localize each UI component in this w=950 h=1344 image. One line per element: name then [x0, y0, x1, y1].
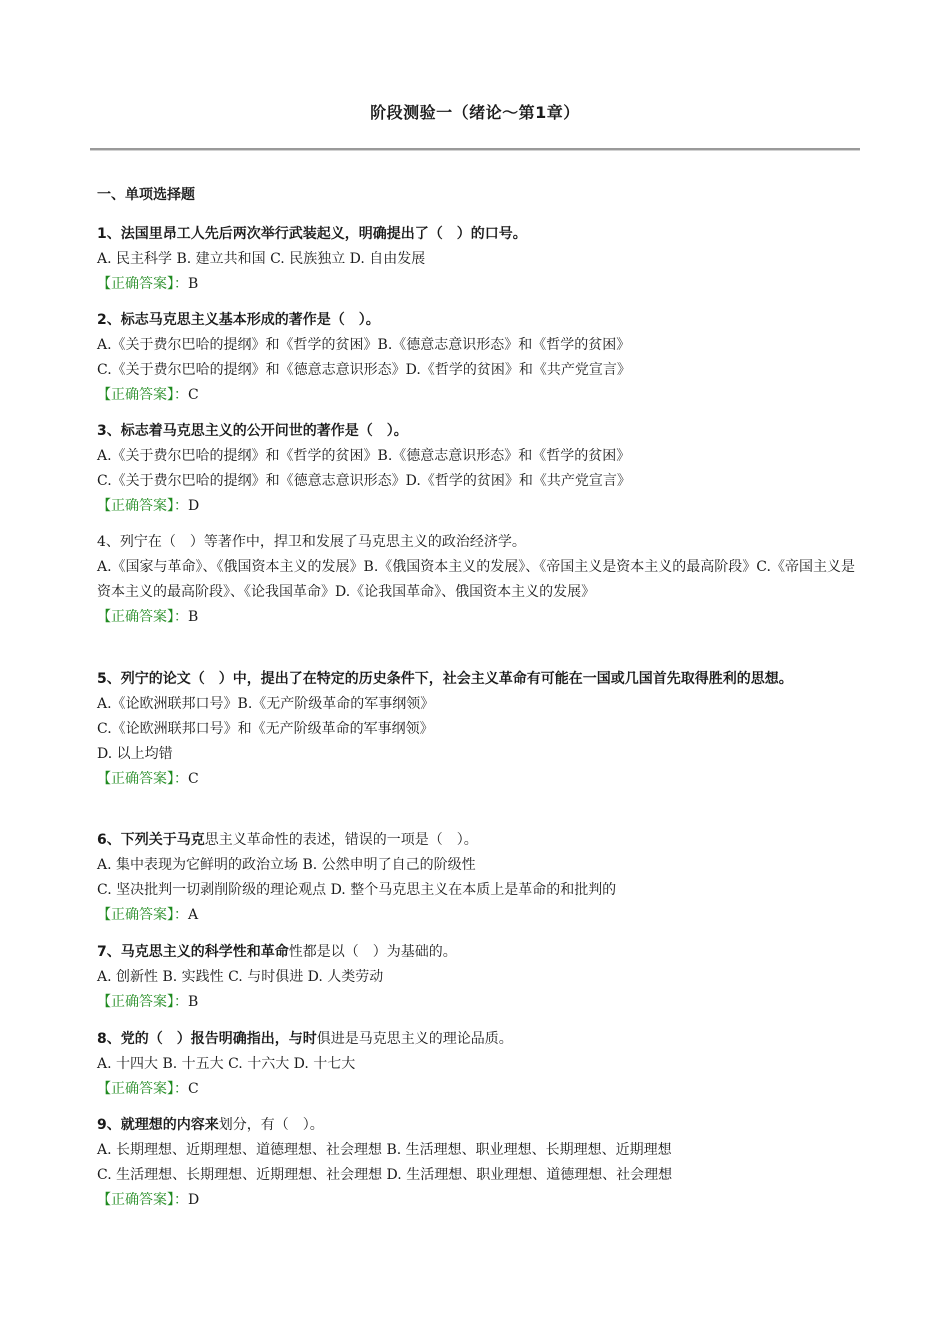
question-options: A.《国家与革命》、《俄国资本主义的发展》B.《俄国资本主义的发展》、《帝国主义是资本主义的最高阶段》C.《帝国主义是资本主义的最高阶段》、《论我国革命》D.《论我国革命》、俄国资本主义的发展》	[97, 559, 855, 600]
question-9	[97, 1113, 862, 1213]
question-6	[97, 828, 862, 928]
answer-label: 【正确答案】：	[97, 609, 188, 625]
answer-label: 【正确答案】：	[97, 276, 188, 292]
question-2	[97, 308, 862, 408]
question-text-bold: 2、标志马克思主义基本形成的著作是（ ）。	[97, 312, 380, 328]
answer-value: B	[188, 276, 199, 292]
question-text-normal: 性都是以（ ）为基础的。	[288, 944, 457, 960]
answer-line	[97, 767, 862, 792]
answer-line	[97, 494, 862, 519]
question-options: A.《关于费尔巴哈的提纲》和《哲学的贫困》B.《德意志意识形态》和《哲学的贫困》	[97, 448, 631, 464]
answer-line	[97, 1077, 862, 1102]
question-text	[97, 222, 862, 247]
question-text	[97, 530, 862, 555]
answer-line	[97, 1188, 862, 1213]
question-text-bold: 1、法国里昂工人先后两次举行武装起义，明确提出了（ ）的口号。	[97, 226, 527, 242]
title-divider	[90, 148, 860, 151]
question-text	[97, 828, 862, 853]
answer-label: 【正确答案】：	[97, 387, 188, 403]
question-text	[97, 308, 862, 333]
question-options: C. 坚决批判一切剥削阶级的理论观点 D. 整个马克思主义在本质上是革命的和批判的	[97, 882, 617, 898]
answer-value: C	[188, 771, 199, 787]
section-heading: 一、单项选择题	[97, 187, 195, 203]
answer-value: C	[188, 1081, 199, 1097]
question-options: A. 民主科学 B. 建立共和国 C. 民族独立 D. 自由发展	[97, 251, 426, 267]
question-options: C. 生活理想、长期理想、近期理想、社会理想 D. 生活理想、职业理想、道德理想、社会理想	[97, 1167, 673, 1183]
question-text	[97, 940, 862, 965]
answer-line	[97, 903, 862, 928]
answer-value: B	[188, 994, 199, 1010]
answer-line	[97, 990, 862, 1015]
answer-label: 【正确答案】：	[97, 771, 188, 787]
question-3	[97, 419, 862, 519]
page-title: 阶段测验一（绪论～第1章）	[370, 103, 580, 122]
question-text-bold: 5、列宁的论文（ ）中，提出了在特定的历史条件下，社会主义革命有可能在一国或几国首先取得胜利的思想。	[97, 671, 793, 687]
question-text	[97, 419, 862, 444]
question-text-bold: 3、标志着马克思主义的公开问世的著作是（ ）。	[97, 423, 408, 439]
question-text-bold: 7、马克思主义的科学性和革命	[97, 944, 289, 960]
answer-value: D	[188, 498, 200, 514]
question-text	[97, 667, 862, 692]
answer-line	[97, 272, 862, 297]
question-options: C.《关于费尔巴哈的提纲》和《德意志意识形态》D.《哲学的贫困》和《共产党宣言》	[97, 362, 631, 378]
answer-value: A	[188, 907, 199, 923]
question-text-bold: 6、下列关于马克	[97, 832, 205, 848]
question-options: A.《论欧洲联邦口号》B.《无产阶级革命的军事纲领》	[97, 696, 435, 712]
answer-label: 【正确答案】：	[97, 1081, 188, 1097]
question-options: C.《论欧洲联邦口号》和《无产阶级革命的军事纲领》	[97, 721, 434, 737]
question-options: A. 创新性 B. 实践性 C. 与时俱进 D. 人类劳动	[97, 969, 384, 985]
question-4	[97, 530, 862, 630]
question-text-normal: 思主义革命性的表述，错误的一项是（ ）。	[204, 832, 478, 848]
question-options: A. 十四大 B. 十五大 C. 十六大 D. 十七大	[97, 1056, 356, 1072]
question-text-normal: 划分，有（ ）。	[218, 1117, 324, 1133]
question-options: A.《关于费尔巴哈的提纲》和《哲学的贫困》B.《德意志意识形态》和《哲学的贫困》	[97, 337, 631, 353]
question-5	[97, 667, 862, 792]
answer-line	[97, 605, 862, 630]
question-text-normal: 4、列宁在（ ）等著作中，捍卫和发展了马克思主义的政治经济学。	[97, 534, 526, 550]
question-text	[97, 1113, 862, 1138]
answer-value: D	[188, 1192, 200, 1208]
answer-label: 【正确答案】：	[97, 1192, 188, 1208]
answer-label: 【正确答案】：	[97, 498, 188, 514]
answer-line	[97, 383, 862, 408]
question-text-normal: 俱进是马克思主义的理论品质。	[316, 1031, 513, 1047]
answer-label: 【正确答案】：	[97, 907, 188, 923]
question-1	[97, 222, 862, 297]
question-text-bold: 9、就理想的内容来	[97, 1117, 219, 1133]
question-options: A. 集中表现为它鲜明的政治立场 B. 公然申明了自己的阶级性	[97, 857, 476, 873]
answer-label: 【正确答案】：	[97, 994, 188, 1010]
answer-value: B	[188, 609, 199, 625]
question-7	[97, 940, 862, 1015]
answer-value: C	[188, 387, 199, 403]
question-text-bold: 8、党的（ ）报告明确指出，与时	[97, 1031, 317, 1047]
question-options: D. 以上均错	[97, 746, 173, 762]
question-text	[97, 1027, 862, 1052]
question-8	[97, 1027, 862, 1102]
question-options: A. 长期理想、近期理想、道德理想、社会理想 B. 生活理想、职业理想、长期理想、近期理想	[97, 1142, 672, 1158]
question-options: C.《关于费尔巴哈的提纲》和《德意志意识形态》D.《哲学的贫困》和《共产党宣言》	[97, 473, 631, 489]
